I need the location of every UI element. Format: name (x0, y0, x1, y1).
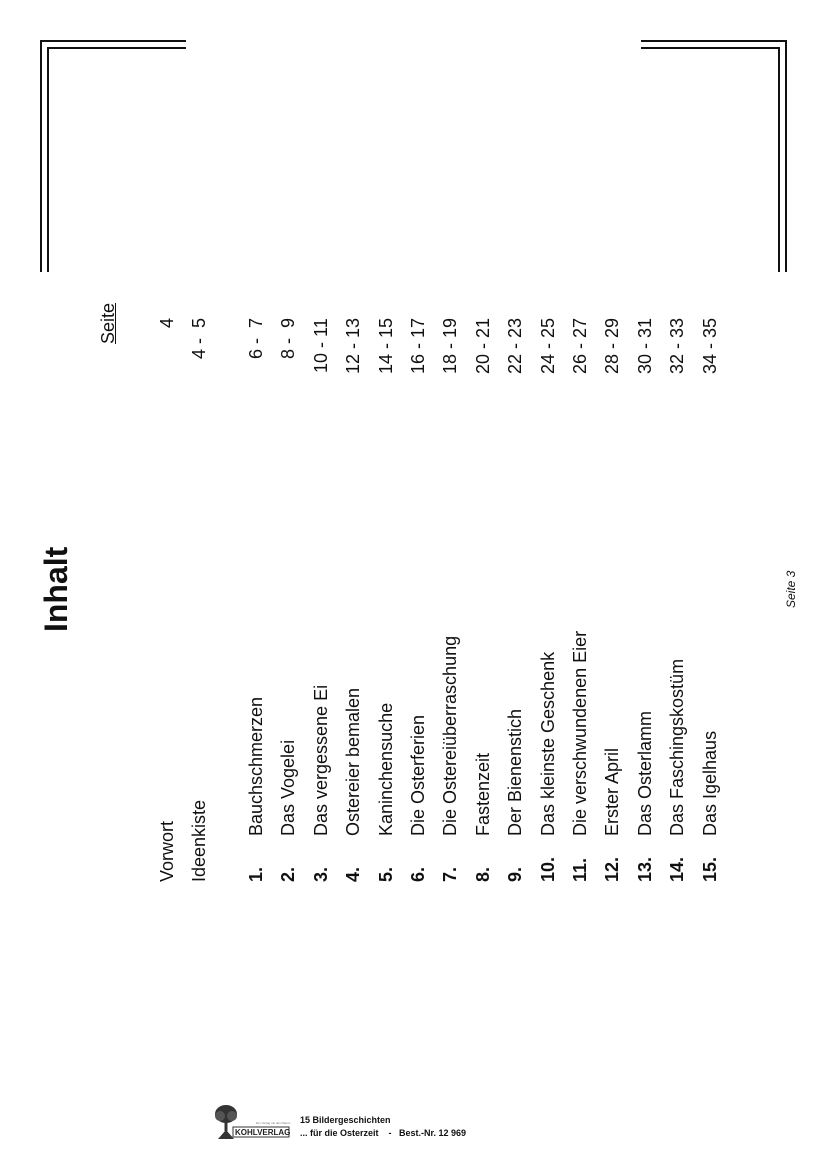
seite-header: Seite (98, 302, 118, 344)
toc-item-pages: 6 - 7 (246, 317, 266, 359)
frame-corner-right (641, 40, 787, 42)
toc-item-title: Erster April (602, 747, 623, 836)
toc-intro-pages: 4 (157, 317, 177, 328)
footer-info (300, 1114, 466, 1140)
frame-corner-left (47, 47, 186, 49)
toc-item-title: Ostereier bemalen (343, 687, 364, 836)
toc-item-number: 4. (343, 866, 364, 882)
toc-item-title: Der Bienenstich (505, 708, 526, 836)
toc-intro-label: Ideenkiste (189, 799, 209, 882)
toc-item-title: Bauchschmerzen (246, 696, 266, 836)
toc-item-pages: 20 - 21 (472, 317, 493, 374)
toc-item-title: Die verschwundenen Eier (570, 630, 590, 836)
toc-item-pages: 34 - 35 (699, 317, 720, 374)
toc-item-pages: 12 - 13 (343, 317, 364, 374)
frame-corner-left (40, 40, 186, 42)
toc-item-number: 2. (278, 866, 299, 882)
footer-line-1: 15 Bildergeschichten (300, 1115, 391, 1125)
toc-intro-pages: 4 - 5 (189, 317, 209, 359)
toc-item-number: 3. (310, 866, 331, 882)
svg-text:Der Verlag mit dem Baum: Der Verlag mit dem Baum (256, 1121, 291, 1125)
toc-item-title: Kaninchensuche (375, 702, 396, 836)
toc-item-number: 10. (537, 856, 558, 882)
footer-line-2: ... für die Osterzeit - Best.-Nr. 12 969 (300, 1128, 467, 1138)
toc-item-number: 5. (375, 866, 396, 882)
toc-item-number: 7. (440, 866, 461, 882)
tree-icon (215, 1105, 237, 1139)
frame-corner-left (40, 40, 42, 272)
toc-item-pages: 14 - 15 (375, 317, 396, 374)
toc-item-number: 6. (408, 866, 428, 882)
toc-item-title: Die Osterferien (408, 714, 428, 836)
frame-corner-left (47, 47, 49, 272)
toc-item-number: 1. (246, 866, 266, 882)
frame-corner-right (785, 40, 787, 272)
toc-item-pages: 16 - 17 (408, 317, 428, 374)
toc-item-title: Das Igelhaus (699, 730, 720, 836)
toc-item-number: 12. (602, 856, 623, 882)
page-title: Inhalt (38, 546, 74, 632)
toc-item-title: Fastenzeit (472, 752, 493, 836)
toc-item-pages: 8 - 9 (278, 317, 299, 359)
toc-item-title: Das Osterlamm (634, 710, 655, 836)
frame-corner-right (778, 47, 780, 272)
toc-item-title: Das Vogelei (278, 739, 299, 836)
frame-corner-right (641, 47, 780, 49)
toc-item-title: Das vergessene Ei (310, 684, 331, 836)
toc-item-pages: 26 - 27 (570, 317, 590, 374)
toc-item-pages: 18 - 19 (440, 317, 461, 374)
toc-item-pages: 28 - 29 (602, 317, 623, 374)
page-number-note: Seite 3 (784, 570, 798, 608)
toc-item-number: 13. (634, 856, 655, 882)
svg-text:KOHLVERLAG: KOHLVERLAG (235, 1128, 291, 1137)
toc-item-title: Die Ostereiüberraschung (440, 635, 461, 836)
toc-item-title: Das kleinste Geschenk (537, 651, 558, 836)
toc-item-number: 8. (472, 866, 493, 882)
toc-item-pages: 10 - 11 (310, 318, 331, 373)
toc-item-pages: 24 - 25 (537, 317, 558, 374)
toc-item-number: 11. (570, 857, 590, 882)
toc-item-number: 15. (699, 856, 720, 882)
toc-item-pages: 32 - 33 (667, 317, 688, 374)
toc-intro-label: Vorwort (157, 820, 177, 882)
toc-item-title: Das Faschingskostüm (667, 658, 688, 836)
toc-item-pages: 30 - 31 (634, 317, 655, 374)
toc-item-number: 9. (505, 866, 526, 882)
toc-item-pages: 22 - 23 (505, 317, 526, 374)
toc-item-number: 14. (667, 856, 688, 882)
publisher-logo (212, 1103, 292, 1141)
